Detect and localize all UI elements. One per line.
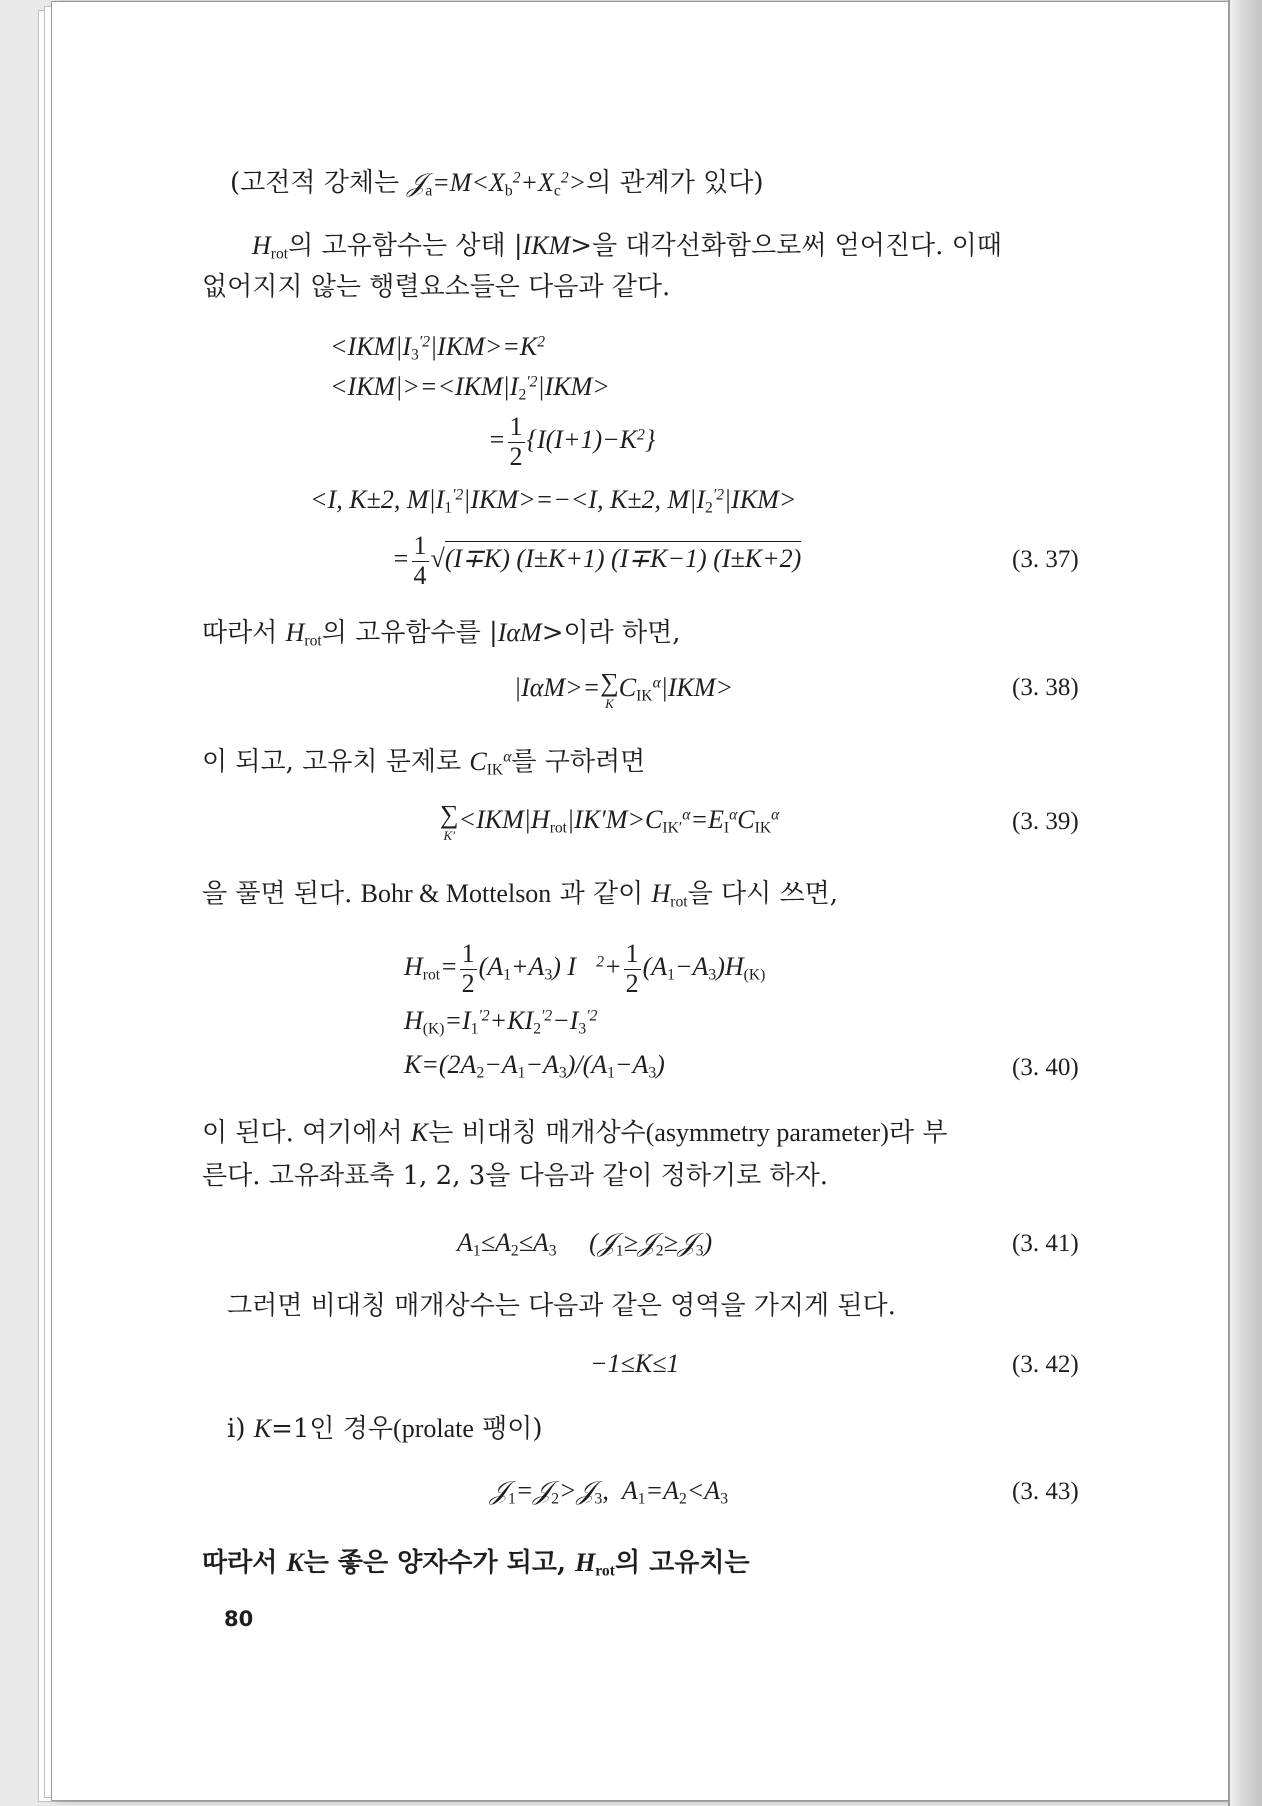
equation-e8: $H_{rot}=$ $\frac{1}{2}$ $(A_1+A_3)$ I⃗$^2$+ $\frac{1}{2}$ $(A_1-A_3)H_{(K)}$ <box>404 939 766 998</box>
text-line-10: i) K=1인 경우(prolate 팽이) <box>227 1414 543 1444</box>
equation-e5: = $\frac{1}{4}$ √(I∓K) (I±K+1) (I∓K−1) (I±K+2) <box>392 531 802 590</box>
book-spine-edge <box>1228 0 1262 1806</box>
equation-e2: $<IKM|>=<IKM|I_2^{'2}|IKM>$ <box>330 372 610 404</box>
equation-e1: $<IKM|I_3^{'2}|IKM>=K^2$ <box>330 332 546 364</box>
text-line-5: 이 되고, 고유치 문제로 $C_{IK}^\alpha$를 구하려면 <box>202 747 646 779</box>
equation-e11: $A_1\le A_2\le A_3$ (𝒥$_1$≥𝒥$_2$≥𝒥$_3$) <box>457 1228 713 1260</box>
page-number: 80 <box>224 1607 254 1631</box>
equation-number: (3. 43) <box>1012 1478 1079 1505</box>
equation-number: (3. 40) <box>1012 1054 1079 1081</box>
text-line-6: 을 풀면 된다. Bohr & Mottelson 과 같이 $H_{rot}$을 다시 쓰면, <box>202 879 838 911</box>
equation-number: (3. 37) <box>1012 546 1079 573</box>
text-line-7: 이 된다. 여기에서 K는 비대칭 매개상수(asymmetry parameter)라 부 <box>202 1118 948 1148</box>
text-line-3: 없어지지 않는 행렬요소들은 다음과 같다. <box>202 272 671 302</box>
book-page <box>52 2 1230 1800</box>
equation-e6: |IαM>= ∑ K $C_{IK}^\alpha|IKM>$ <box>514 668 734 711</box>
text-line-9: 그러면 비대칭 매개상수는 다음과 같은 영역을 가지게 된다. <box>227 1291 896 1321</box>
equation-e12: −1≤K≤1 <box>590 1349 680 1378</box>
text-line-11: 따라서 K는 좋은 양자수가 되고, $H_{rot}$의 고유치는 <box>202 1548 750 1580</box>
equation-e9: $H_{(K)}=I_1^{'2}+KI_2^{'2}-I_3^{'2}$ <box>404 1006 598 1038</box>
text-line-1: (고전적 강체는 $𝒥_a=M<X_b^2+X_c^2>$의 관계가 있다) <box>230 168 764 200</box>
equation-e4: <I, K±2, $M|I_1^{'2}|IKM>=-<I$, K±2, $M|I_2^{'2}|IKM>$ <box>310 485 797 517</box>
text-line-2: $H_{rot}$의 고유함수는 상태 |IKM>을 대각선화함으로써 얻어진다. 이때 <box>252 231 1002 263</box>
equation-e10: $K=(2A_2-A_1-A_3)/(A_1-A_3)$ <box>404 1050 665 1082</box>
equation-e7: ∑ K′ $<IKM|H_{rot}|IK'M>C_{IK'}^\alpha=E_I^\alpha C_{IK}^\alpha$ <box>440 800 780 843</box>
equation-number: (3. 41) <box>1012 1230 1079 1257</box>
equation-number: (3. 39) <box>1012 808 1079 835</box>
equation-number: (3. 38) <box>1012 674 1079 701</box>
text-line-8: 른다. 고유좌표축 1, 2, 3을 다음과 같이 정하기로 하자. <box>202 1161 829 1191</box>
equation-e3: = $\frac{1}{2}$ $\{I(I+1)-K^2\}$ <box>488 412 656 471</box>
equation-e13: 𝒥$_1$=𝒥$_2$>𝒥$_3$, $A_1=A_2<A_3$ <box>490 1476 728 1508</box>
text-line-4: 따라서 $H_{rot}$의 고유함수를 |IαM>이라 하면, <box>202 618 681 650</box>
equation-number: (3. 42) <box>1012 1351 1079 1378</box>
